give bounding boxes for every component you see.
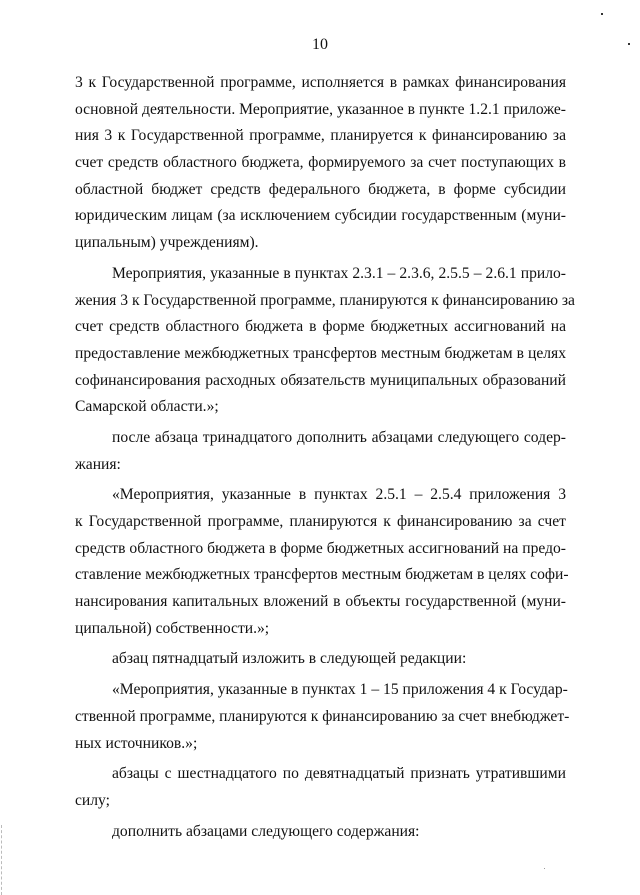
paragraph-start-line: абзацы с шестнадцатого по девятнадцатый признать утратившими [112,765,566,783]
text-line: жания: [75,455,121,473]
paragraph-start-line: после абзаца тринадцатого дополнить абзацами следующего содер- [112,428,566,446]
paragraph-start-line: «Мероприятия, указанные в пунктах 2.5.1 – 2.5.4 приложения 3 [112,486,566,504]
text-line: юридическим лицам (за исключением субсидии государственным (муни- [75,207,566,225]
text-line: средств областного бюджета в форме бюджетных ассигнований на предо- [75,539,566,557]
paragraph-start-line: Мероприятия, указанные в пунктах 2.3.1 – 2.3.6, 2.5.5 – 2.6.1 прило- [112,264,566,282]
scan-dot-mark [628,43,630,45]
text-line: 3 к Государственной программе, исполняется в рамках финансирования [75,74,566,91]
text-line: ных источников.»; [75,734,198,752]
text-line: основной деятельности. Мероприятие, указанное в пункте 1.2.1 приложе- [75,100,566,118]
text-line: ципальной) собственности.»; [75,619,270,637]
text-line: к Государственной программе, планируются к финансированию за счет [75,513,566,530]
text-line: счет средств областного бюджета в форме бюджетных ассигнований на [75,318,566,336]
text-line: силу; [75,791,110,809]
paragraph-start-line: «Мероприятия, указанные в пунктах 1 – 15 приложения 4 к Государ- [112,681,568,699]
text-line: предоставление межбюджетных трансфертов местным бюджетам в целях [75,344,566,362]
text-line: ственной программе, планируются к финансированию за счет внебюджет- [75,707,570,725]
text-line: областной бюджет средств федерального бюджета, в форме субсидии [75,180,566,198]
text-line: счет средств областного бюджета, формируемого за счет поступающих в [75,154,566,172]
text-line: ставление межбюджетных трансфертов местным бюджетам в целях софи- [75,566,569,584]
text-line: нансирования капитальных вложений в объекты государственной (муни- [75,593,566,611]
text-line: софинансирования расходных обязательств муниципальных образований [75,371,566,389]
paragraph-start-line: абзац пятнадцатый изложить в следующей редакции: [112,650,467,668]
text-line: ципальным) учреждениям). [75,234,259,252]
scan-edge-mark [1,825,3,895]
document-body [75,70,575,845]
paragraph-start-line: дополнить абзацами следующего содержания: [112,822,420,840]
text-line: жения 3 к Государственной программе, планируются к финансированию за [75,291,575,309]
page-number: 10 [312,36,328,53]
scan-dot-mark [544,868,545,869]
text-line: Самарской области.»; [75,398,219,416]
text-line: ния 3 к Государственной программе, планируется к финансированию за [75,127,566,145]
scan-dot-mark [601,13,603,15]
